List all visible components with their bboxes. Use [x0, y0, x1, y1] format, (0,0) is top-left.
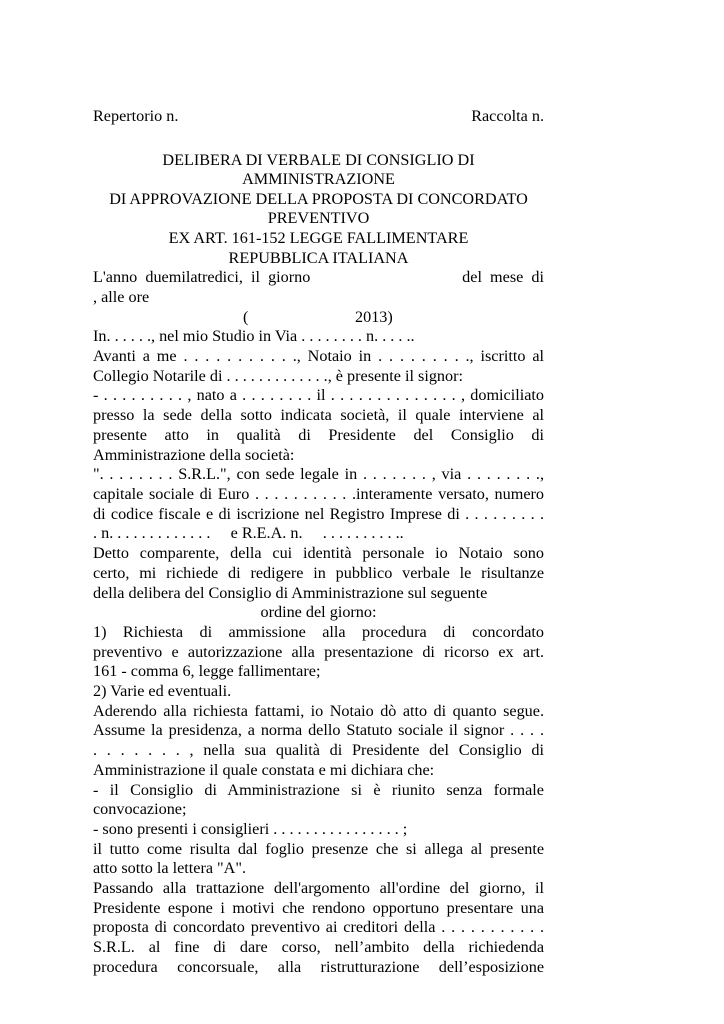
body-line: 161 - comma 6, legge fallimentare;	[93, 662, 321, 681]
document-text	[93, 107, 544, 978]
body-line: . n. . . . . . . . . . . . . e R.E.A. n. . . . . . . . . . ..	[93, 524, 404, 543]
body-line: preventivo e autorizzazione alla presentazione di ricorso ex art.	[93, 642, 544, 661]
body-line: - . . . . . . . . . , nato a . . . . . . . . il . . . . . . . . . . . . . . , domiciliato	[93, 386, 544, 405]
date-line	[93, 268, 544, 288]
body-line: - il Consiglio di Amministrazione si è riunito senza formale	[93, 780, 544, 799]
title-line: DI APPROVAZIONE DELLA PROPOSTA DI CONCORDATO	[109, 189, 528, 208]
body-line: procedura concorsuale, alla ristrutturazione dell’esposizione	[93, 957, 544, 976]
body-line: il tutto come risulta dal foglio presenze che si allega al presente	[93, 839, 544, 858]
hour-line: , alle ore	[93, 287, 150, 306]
body-line: 2) Varie ed eventuali.	[93, 682, 232, 701]
body-line: Amministrazione il quale constata e mi dichiara che:	[93, 760, 435, 779]
body-line: ". . . . . . . . S.R.L.", con sede legale in . . . . . . . , via . . . . . . . .,	[93, 465, 544, 484]
body-line: certo, mi richiede di redigere in pubblico verbale le risultanze	[93, 563, 544, 582]
body-line: di codice fiscale e di iscrizione nel Registro Imprese di . . . . . . . . .	[93, 504, 544, 523]
body-line: capitale sociale di Euro . . . . . . . . . . .interamente versato, numero	[93, 484, 544, 503]
title-line: DELIBERA DI VERBALE DI CONSIGLIO DI	[162, 150, 475, 169]
body-line: presso la sede della sotto indicata società, il quale interviene al	[93, 406, 544, 425]
document-body	[93, 327, 544, 977]
year-open-paren: (	[243, 307, 249, 326]
body-line: 1) Richiesta di ammissione alla procedura di concordato	[93, 622, 544, 641]
repertorio-label: Repertorio n.	[93, 107, 179, 125]
body-line: - sono presenti i consiglieri . . . . . . . . . . . . . . . . ;	[93, 819, 408, 838]
body-line: Aderendo alla richiesta fattami, io Notaio dò atto di quanto segue.	[93, 701, 544, 720]
body-line: Presidente espone i motivi che rendono opportuno presentare una	[93, 898, 544, 917]
body-line: Detto comparente, della cui identità personale io Notaio sono	[93, 544, 544, 563]
body-line: Avanti a me . . . . . . . . . . ., Notaio in . . . . . . . . ., iscritto al	[93, 347, 544, 366]
body-line: . . . . . . . , nella sua qualità di Presidente del Consiglio di	[93, 741, 544, 760]
body-line: convocazione;	[93, 800, 187, 819]
body-line: In. . . . . ., nel mio Studio in Via . . . . . . . . n. . . . ..	[93, 327, 415, 346]
body-line: Assume la presidenza, a norma dello Statuto sociale il signor . . . .	[93, 721, 544, 740]
year-value: 2013)	[355, 307, 393, 326]
body-line: atto sotto la lettera "A".	[93, 859, 247, 878]
raccolta-label: Raccolta n.	[471, 107, 544, 125]
body-line: Amministrazione della società:	[93, 445, 295, 464]
header-row	[93, 107, 544, 127]
body-line: presente atto in qualità di Presidente del Consiglio di	[93, 425, 544, 444]
body-line: ordine del giorno:	[260, 603, 377, 622]
body-line: Collegio Notarile di . . . . . . . . . . . . ., è presente il signor:	[93, 366, 464, 385]
body-line: della delibera del Consiglio di Amministrazione sul seguente	[93, 583, 488, 602]
body-line: proposta di concordato preventivo ai creditori della . . . . . . . . . . .	[93, 918, 544, 937]
title-line: EX ART. 161-152 LEGGE FALLIMENTARE	[168, 229, 469, 248]
document-title	[93, 151, 544, 269]
title-line: AMMINISTRAZIONE	[242, 170, 395, 189]
body-line: Passando alla trattazione dell'argomento all'ordine del giorno, il	[93, 879, 544, 898]
body-line: S.R.L. al fine di dare corso, nell’ambito della richiedenda	[93, 938, 544, 957]
year-line	[93, 308, 544, 328]
title-line: PREVENTIVO	[267, 209, 370, 228]
date-line-right: del mese di	[462, 268, 544, 287]
date-line-left: L'anno duemilatredici, il giorno	[93, 268, 311, 287]
title-line: REPUBBLICA ITALIANA	[228, 248, 409, 267]
